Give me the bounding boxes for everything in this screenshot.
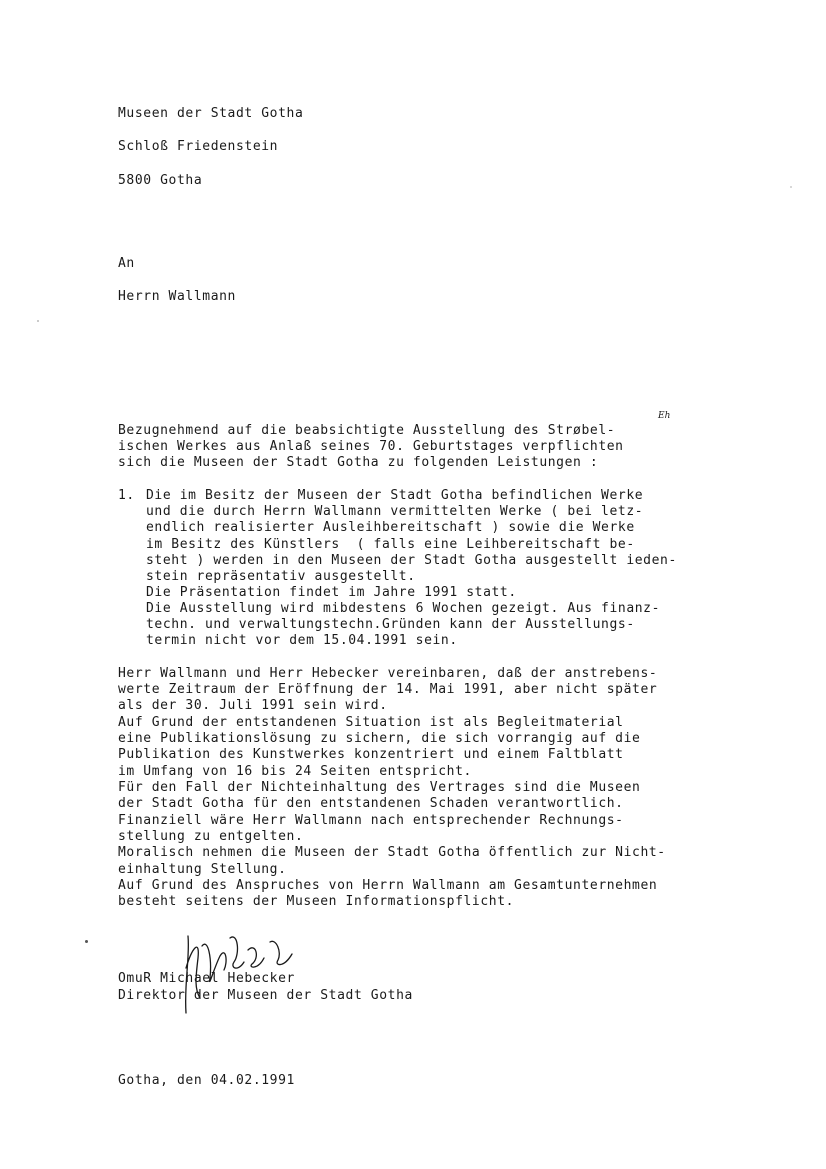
body-line: Auf Grund des Anspruches von Herrn Wallmann am Gesamtunternehmen	[118, 878, 658, 893]
item-1-line: Die Ausstellung wird mibdestens 6 Wochen gezeigt. Aus finanz-	[146, 601, 661, 616]
sender-line-1: Museen der Stadt Gotha	[118, 106, 304, 121]
item-1-line: stein repräsentativ ausgestellt.	[146, 569, 416, 584]
item-1-line: Die Präsentation findet im Jahre 1991 statt.	[146, 585, 517, 600]
body-intro-line: Bezugnehmend auf die beabsichtigte Ausstellung des Strøbel-	[118, 423, 616, 438]
item-1-line: endlich realisierter Ausleihbereitschaft ) sowie die Werke	[146, 520, 635, 535]
item-1-line: steht ) werden in den Museen der Stadt Gotha ausgestellt ieden-	[146, 553, 677, 568]
signatory-name: OmuR Michael Hebecker	[118, 971, 295, 986]
body-line: eine Publikationslösung zu sichern, die sich vorrangig auf die	[118, 731, 641, 746]
item-1-line: und die durch Herrn Wallmann vermittelten Werke ( bei letz-	[146, 504, 644, 519]
body-line: besteht seitens der Museen Informationspflicht.	[118, 894, 515, 909]
body-line: Herr Wallmann und Herr Hebecker vereinbaren, daß der anstrebens-	[118, 666, 658, 681]
body-line: der Stadt Gotha für den entstandenen Schaden verantwortlich.	[118, 796, 624, 811]
body-line: als der 30. Juli 1991 sein wird.	[118, 698, 388, 713]
body-line: einhaltung Stellung.	[118, 862, 287, 877]
body-line: Moralisch nehmen die Museen der Stadt Gotha öffentlich zur Nicht-	[118, 845, 666, 860]
item-1-line: termin nicht vor dem 15.04.1991 sein.	[146, 633, 458, 648]
recipient-to: An	[118, 256, 135, 271]
item-1-line: im Besitz des Künstlers ( falls eine Leihbereitschaft be-	[146, 537, 635, 552]
body-line: Für den Fall der Nichteinhaltung des Vertrages sind die Museen	[118, 780, 641, 795]
handwritten-annotation: Eh	[658, 411, 671, 421]
item-1-line: Die im Besitz der Museen der Stadt Gotha befindlichen Werke	[146, 488, 644, 503]
body-intro-line: sich die Museen der Stadt Gotha zu folgenden Leistungen :	[118, 455, 599, 470]
scan-speck	[85, 940, 88, 943]
item-1-line: techn. und verwaltungstechn.Gründen kann der Ausstellungs-	[146, 617, 635, 632]
body-line: Publikation des Kunstwerkes konzentriert und einem Faltblatt	[118, 747, 624, 762]
letter-date: Gotha, den 04.02.1991	[118, 1073, 295, 1088]
body-line: stellung zu entgelten.	[118, 829, 304, 844]
item-1-marker: 1.	[118, 488, 135, 503]
body-line: Auf Grund der entstandenen Situation ist als Begleitmaterial	[118, 715, 624, 730]
body-intro-line: ischen Werkes aus Anlaß seines 70. Geburtstages verpflichten	[118, 439, 624, 454]
body-line: im Umfang von 16 bis 24 Seiten entspricht.	[118, 764, 472, 779]
signatory-title: Direktor der Museen der Stadt Gotha	[118, 988, 413, 1003]
sender-line-3: 5800 Gotha	[118, 173, 203, 188]
body-line: werte Zeitraum der Eröffnung der 14. Mai 1991, aber nicht später	[118, 682, 658, 697]
scan-speck	[790, 186, 792, 188]
body-line: Finanziell wäre Herr Wallmann nach entsprechender Rechnungs-	[118, 813, 624, 828]
scan-speck	[37, 320, 39, 322]
sender-line-2: Schloß Friedenstein	[118, 139, 279, 154]
recipient-name: Herrn Wallmann	[118, 289, 236, 304]
